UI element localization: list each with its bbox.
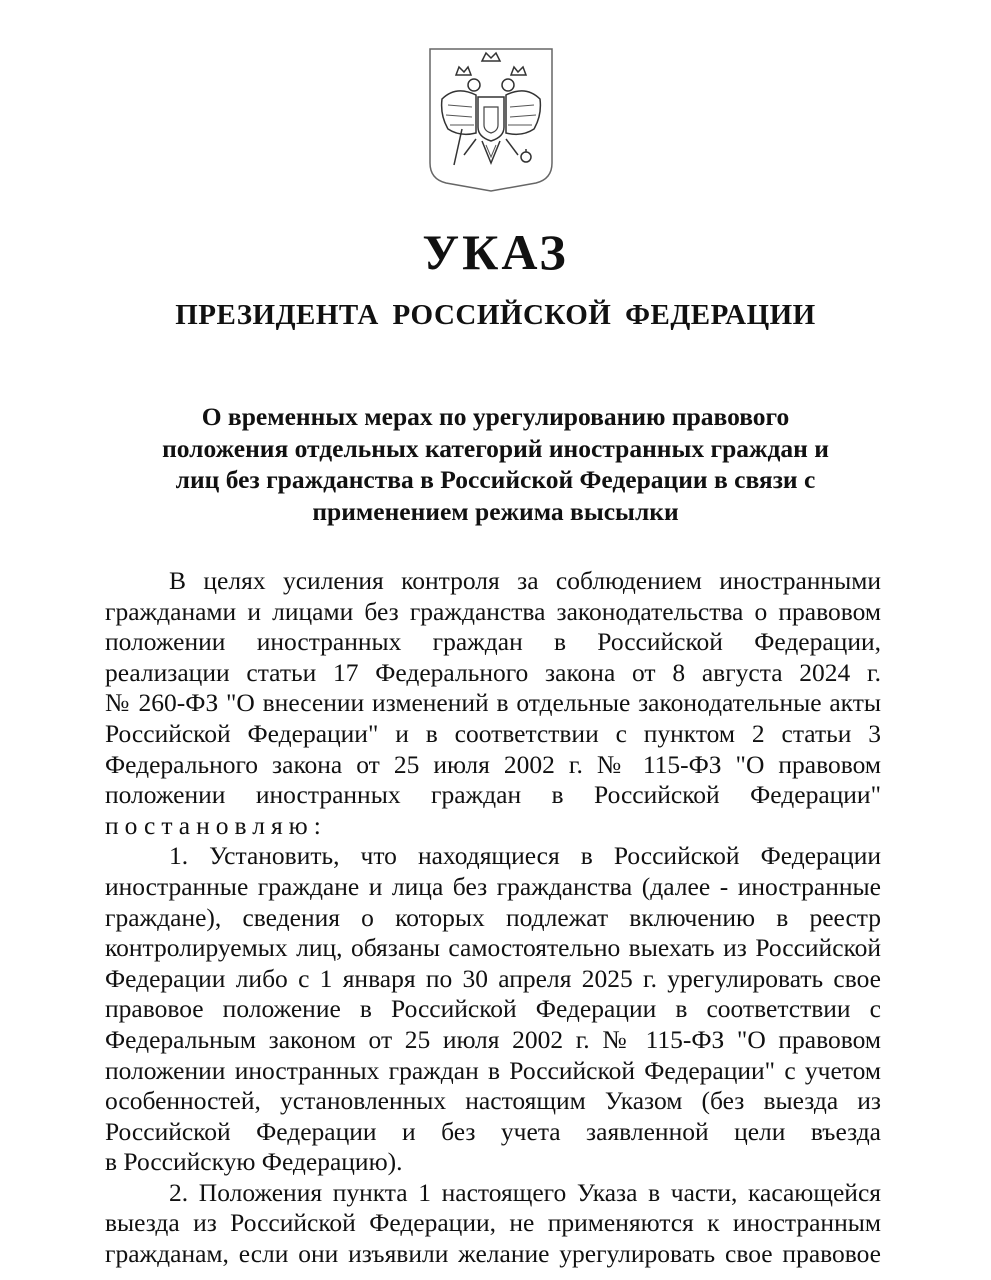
text-line: 1. Установить, что находящиеся в Российской Федерации (169, 841, 881, 871)
document-type-heading: УКАЗ (422, 224, 569, 280)
text-line: В целях усиления контроля за соблюдением иностранными (169, 566, 881, 595)
text-line: Федеральным законом от 25 июля 2002 г. № 115-ФЗ "О правовом (105, 1024, 881, 1054)
text-line: выезда из Российской Федерации, не применяются к иностранным (105, 1208, 881, 1238)
text-line: иностранные граждане и лица без гражданства (далее - иностранные (105, 871, 881, 901)
title-line: положения отдельных категорий иностранных граждан и (162, 433, 829, 463)
text-line: Федерального закона от 25 июля 2002 г. № 115-ФЗ "О правовом (105, 749, 881, 779)
text-line: положении иностранных граждан в Российской Федерации" (105, 780, 881, 810)
title-line: О временных мерах по урегулированию правового (201, 402, 790, 431)
text-line: Российской Федерации и без учета заявленной цели въезда (105, 1116, 881, 1146)
text-line: 2. Положения пункта 1 настоящего Указа в части, касающейся (169, 1177, 881, 1207)
text-line: особенностей, установленных настоящим Указом (без выезда из (105, 1086, 881, 1116)
text-line: правовое положение в Российской Федерации в соответствии с (105, 994, 881, 1024)
text-line: в Российскую Федерацию). (105, 1147, 403, 1177)
document-issuer-heading: ПРЕЗИДЕНТА РОССИЙСКОЙ ФЕДЕРАЦИИ (175, 299, 816, 331)
coat-of-arms-emblem (426, 45, 556, 193)
text-line: положении иностранных граждан в Российской Федерации, (105, 627, 881, 657)
text-line: гражданами и лицами без гражданства законодательства о правовом (105, 596, 881, 626)
document-body (105, 566, 881, 1270)
coat-of-arms-russia-icon (426, 45, 556, 193)
text-line: Российской Федерации" и в соответствии с пунктом 2 статьи 3 (105, 718, 881, 748)
text-line: Федерации либо с 1 января по 30 апреля 2025 г. урегулировать свое (105, 963, 881, 993)
decree-word: постановляю: (105, 810, 327, 840)
clause-1-paragraph (105, 841, 881, 1178)
clause-2-paragraph (105, 1178, 881, 1270)
text-line: реализации статьи 17 Федерального закона от 8 августа 2024 г. (105, 657, 881, 687)
preamble-paragraph (105, 566, 881, 841)
text-line: граждане), сведения о которых подлежат включению в реестр (105, 902, 881, 932)
text-line: гражданам, если они изъявили желание урегулировать свое правовое (105, 1239, 881, 1269)
text-line: контролируемых лиц, обязаны самостоятельно выехать из Российской (105, 933, 881, 963)
document-title (150, 401, 841, 527)
text-line: положении иностранных граждан в Российской Федерации" с учетом (105, 1055, 881, 1085)
title-line: лиц без гражданства в Российской Федерации в связи с (175, 465, 816, 494)
text-line: № 260-ФЗ "О внесении изменений в отдельные законодательные акты (105, 688, 881, 718)
title-line: применением режима высылки (312, 496, 679, 526)
